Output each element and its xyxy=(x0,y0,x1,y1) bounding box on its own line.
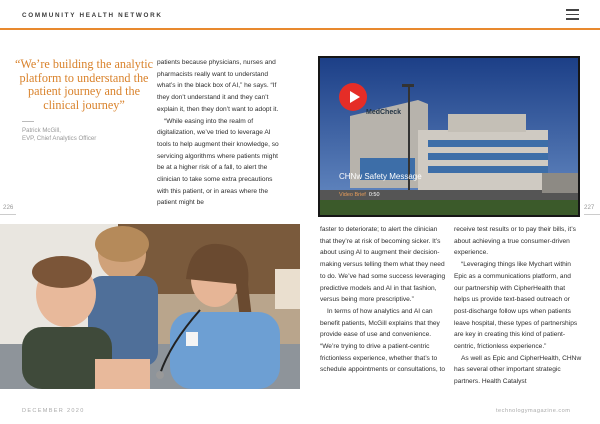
article-column-1 xyxy=(157,57,283,209)
paragraph: As well as Epic and CipherHealth, CHNw has several other important strategic partners. Health Catalyst xyxy=(454,354,582,386)
video-title: CHNw Safety Message xyxy=(339,172,422,181)
paragraph: faster to deteriorate; to alert the clinician that they’re at risk of becoming sicker. It’s about using AI to augment their decision-making versus telling them what they need to do. We’ve had some success leveraging predictive models and AI in that fashion, versus being more prescriptive.” xyxy=(320,226,446,304)
page-number-rule xyxy=(0,214,16,215)
page-number-right: 227 xyxy=(584,204,595,211)
footer-site-link[interactable]: technologymagazine.com xyxy=(496,408,571,414)
footer-date: DECEMBER 2020 xyxy=(22,408,85,414)
quote-attribution-name: Patrick McGill, xyxy=(22,127,61,134)
paragraph: “Leveraging things like Mychart within Epic as a communications platform, and our partnership with CipherHealth that helps us provide text-based outreach or post-discharge follow ups when patients leave hospital, these types of partnerships are key in creating this kind of patient-centric, frictionless experience.” xyxy=(454,261,578,351)
page-number-rule xyxy=(584,214,600,215)
paragraph: receive test results or to pay their bills, it’s about achieving a true consumer-driven experience. xyxy=(454,226,576,257)
video-source: Video Brief xyxy=(339,192,366,198)
play-button-icon[interactable] xyxy=(339,83,367,111)
brand-title: COMMUNITY HEALTH NETWORK xyxy=(22,12,163,19)
paragraph: “While easing into the realm of digitalization, we’ve tried to leverage AI tools to help augment their knowledge, so servicing algorithms where patients might be at a higher risk of a fall, to alert the clinician to take some extra precautions with this patient, or in areas where the patient might be xyxy=(157,117,279,207)
building-sign: MedCheck xyxy=(366,109,402,116)
header-rule xyxy=(0,28,600,30)
nurse-patient-photo xyxy=(0,224,300,389)
video-player[interactable] xyxy=(318,56,580,217)
page-number-left: 226 xyxy=(3,204,14,211)
quote-attribution-title: EVP, Chief Analytics Officer xyxy=(22,135,97,142)
article-column-3 xyxy=(454,224,582,388)
paragraph: In terms of how analytics and AI can benefit patients, McGill explains that they provide ease of use and convenience. “We’re trying to drive a patient-centric frictionless experience, whether that’s to schedule appointments or consultations, to xyxy=(320,307,445,374)
top-bar xyxy=(0,0,600,28)
video-duration: 0:50 xyxy=(368,192,380,198)
paragraph: patients because physicians, nurses and pharmacists really want to understand what’s in the black box of AI,” he says. “If they don’t understand it and they can’t explain it, then they don’t want to adopt it. xyxy=(157,59,279,113)
video-meta xyxy=(339,192,380,198)
pull-quote: “We’re building the analytic platform to understand the patient journey and the clinical journey” xyxy=(14,57,154,112)
attribution-divider xyxy=(22,121,34,122)
article-column-2 xyxy=(320,224,448,376)
hamburger-menu-icon[interactable] xyxy=(566,9,579,20)
